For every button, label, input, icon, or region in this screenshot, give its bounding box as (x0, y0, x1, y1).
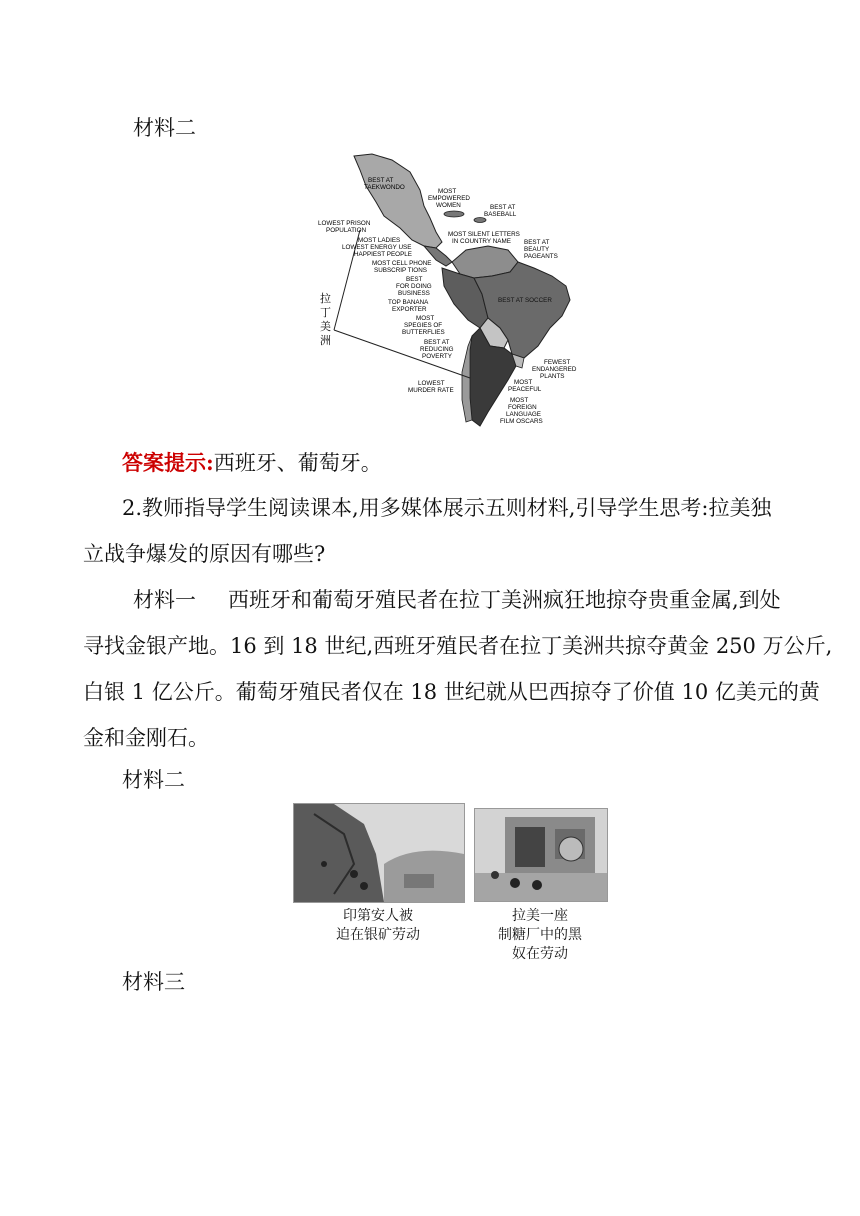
label-beauty-3: PAGEANTS (524, 253, 558, 260)
label-beauty-2: BEAUTY (524, 246, 550, 253)
label-ladies-3: HAPPIEST PEOPLE (354, 251, 412, 258)
paragraph-2-line-1: 2.教师指导学生阅读课本,用多媒体展示五则材料,引导学生思考:拉美独 (122, 496, 772, 520)
label-banana-1: TOP BANANA (388, 299, 429, 306)
label-cellphone-1: MOST CELL PHONE (372, 260, 432, 267)
label-oscars-2: FOREIGN (508, 404, 537, 411)
label-prison-1: LOWEST PRISON (318, 220, 371, 227)
label-taekwondo-2: TAEKWONDO (364, 184, 405, 191)
label-baseball-1: BEST AT (490, 204, 516, 211)
label-business-3: BUSINESS (398, 290, 430, 297)
label-poverty-3: POVERTY (422, 353, 452, 360)
map-side-label-4: 洲 (320, 335, 331, 347)
photo-1-caption-line-1: 印第安人被 (343, 908, 413, 924)
material-two-heading-b: 材料二 (122, 768, 185, 792)
material-one-line-2: 寻找金银产地。16 到 18 世纪,西班牙殖民者在拉丁美洲共掠夺黄金 250 万公斤, (83, 634, 833, 658)
latin-america-map-figure (312, 150, 582, 430)
answer-hint-label: 答案提示: (122, 450, 214, 475)
label-banana-2: EXPORTER (392, 306, 427, 313)
photo-1-caption-line-2: 迫在银矿劳动 (336, 927, 420, 943)
label-oscars-1: MOST (510, 397, 529, 404)
label-endangered-3: PLANTS (540, 373, 565, 380)
photo-2-caption-line-2: 制糖厂中的黑 (498, 927, 582, 943)
label-business-1: BEST (406, 276, 423, 283)
label-murder-1: LOWEST (418, 380, 445, 387)
sugar-mill-engraving (474, 808, 608, 902)
label-prison-2: POPULATION (326, 227, 367, 234)
label-cellphone-2: SUBSCRIP TIONS (374, 267, 427, 274)
label-butterflies-1: MOST (416, 315, 435, 322)
label-peaceful-2: PEACEFUL (508, 386, 542, 393)
label-silent-2: IN COUNTRY NAME (452, 238, 511, 245)
label-murder-2: MURDER RATE (408, 387, 454, 394)
label-poverty-1: BEST AT (424, 339, 450, 346)
label-ladies-1: MOST LADIES (358, 237, 401, 244)
photo-2-caption-line-1: 拉美一座 (512, 908, 568, 924)
material-two-heading: 材料二 (133, 116, 196, 140)
material-three-heading: 材料三 (122, 970, 185, 994)
label-butterflies-3: BUTTERFLIES (402, 329, 445, 336)
map-side-label-1: 拉 (320, 293, 331, 305)
material-one-line-1: 西班牙和葡萄牙殖民者在拉丁美洲疯狂地掠夺贵重金属,到处 (228, 588, 781, 612)
label-empowered-1: MOST (438, 188, 457, 195)
label-empowered-2: EMPOWERED (428, 195, 470, 202)
material-one-line-4: 金和金刚石。 (83, 726, 209, 750)
photo-1-caption (303, 907, 453, 945)
label-business-2: FOR DOING (396, 283, 432, 290)
label-taekwondo-1: BEST AT (368, 177, 394, 184)
label-oscars-4: FILM OSCARS (500, 418, 543, 425)
label-baseball-2: BASEBALL (484, 211, 517, 218)
label-endangered-2: ENDANGERED (532, 366, 577, 373)
label-poverty-2: REDUCING (420, 346, 454, 353)
label-silent-1: MOST SILENT LETTERS (448, 231, 520, 238)
label-ladies-2: LOWEST ENERGY USE (342, 244, 412, 251)
latin-america-map (312, 150, 582, 430)
answer-hint (122, 452, 382, 474)
material-one-line-3: 白银 1 亿公斤。葡萄牙殖民者仅在 18 世纪就从巴西掠夺了价值 10 亿美元的黄 (83, 680, 820, 704)
answer-hint-text: 西班牙、葡萄牙。 (213, 451, 382, 475)
photo-2-caption-line-3: 奴在劳动 (512, 946, 568, 962)
label-butterflies-2: SPEGIES OF (404, 322, 443, 329)
label-soccer: BEST AT SOCCER (498, 297, 552, 304)
label-endangered-1: FEWEST (544, 359, 571, 366)
label-empowered-3: WOMEN (436, 202, 461, 209)
label-beauty-1: BEST AT (524, 239, 550, 246)
map-side-label-3: 美 (320, 321, 331, 333)
silver-mine-engraving (293, 803, 465, 903)
photo-2-caption (470, 907, 610, 964)
label-peaceful-1: MOST (514, 379, 533, 386)
map-side-label-2: 丁 (320, 307, 331, 319)
material-one-label: 材料一 (133, 588, 196, 612)
paragraph-2-line-2: 立战争爆发的原因有哪些? (83, 542, 326, 566)
label-oscars-3: LANGUAGE (506, 411, 541, 418)
